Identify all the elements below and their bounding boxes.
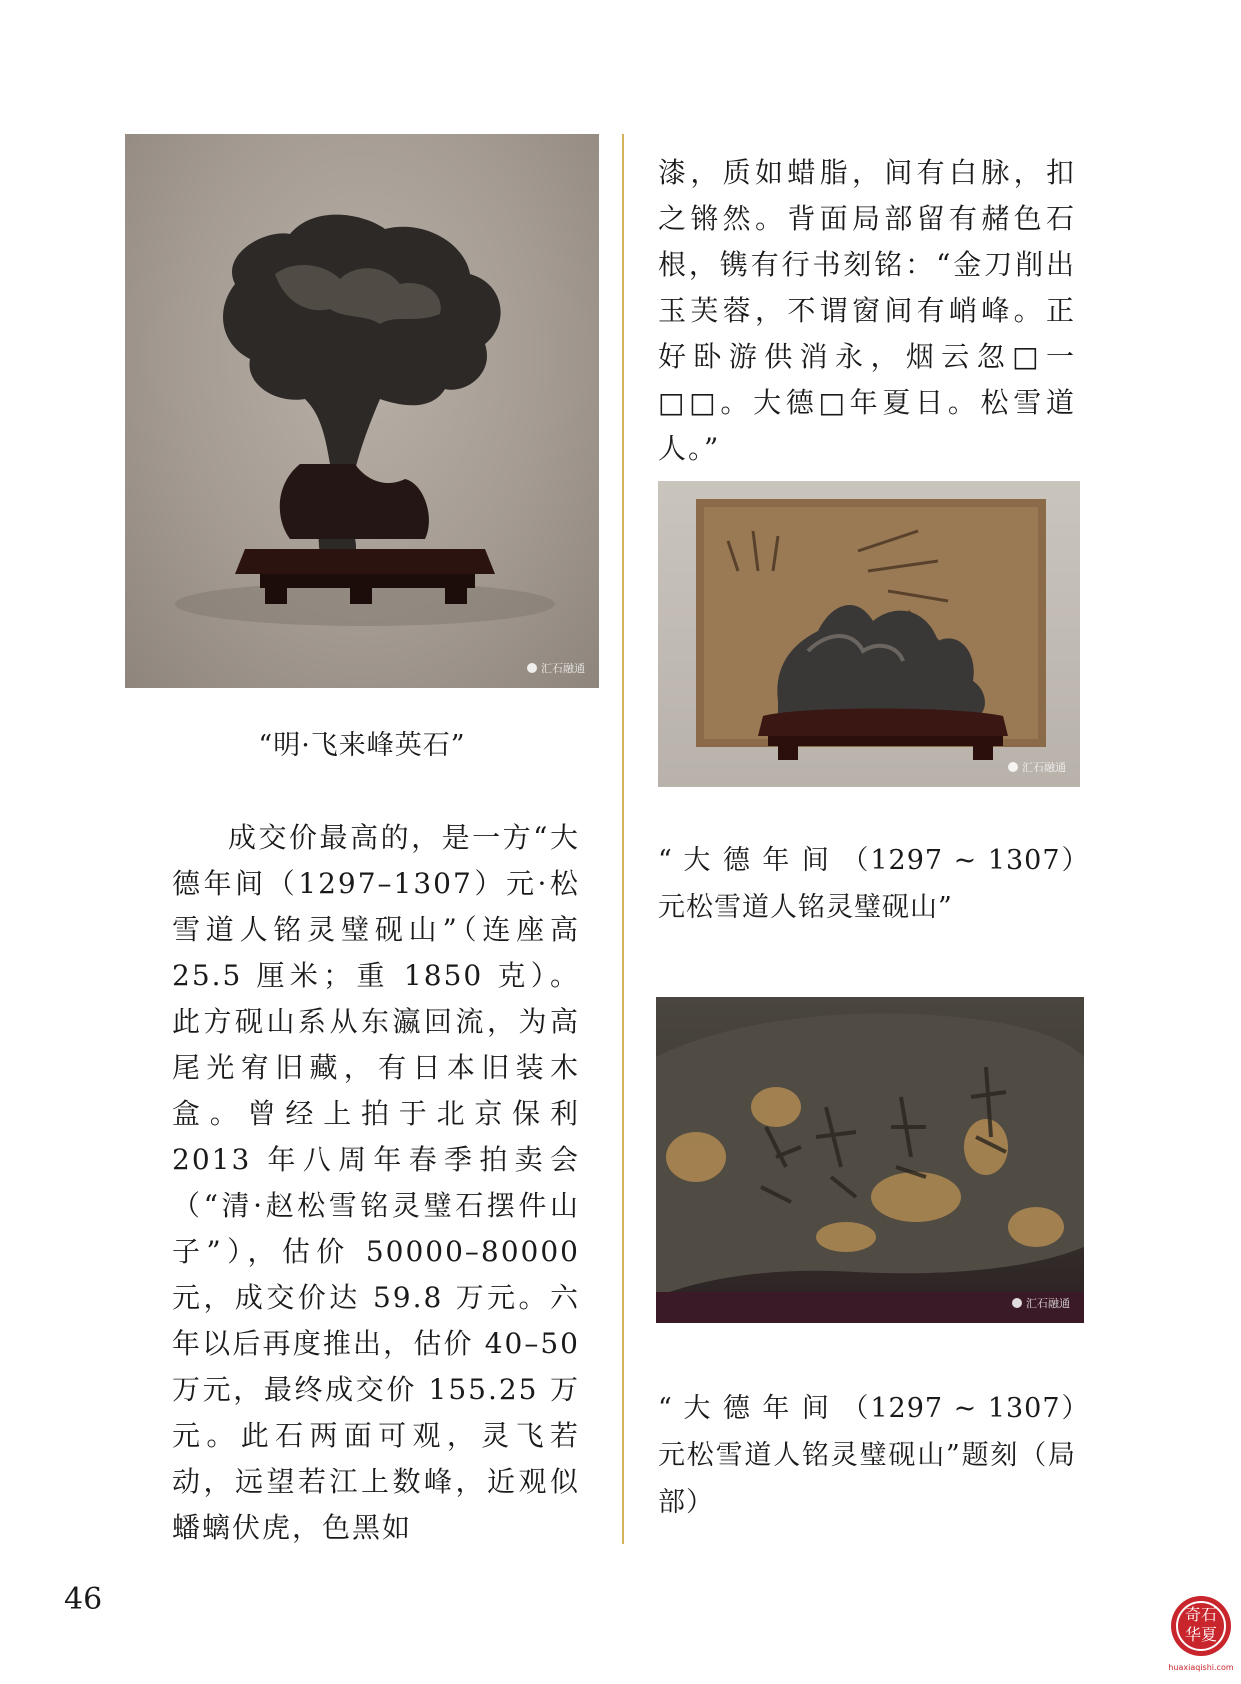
watermark (527, 660, 585, 676)
watermark (1008, 759, 1066, 775)
page-number: 46 (64, 1582, 103, 1617)
figure-inkstone-box-photo (658, 481, 1080, 787)
body-text-left: 成交价最高的，是一方“大德年间（1297–1307）元·松雪道人铭灵璧砚山”（连座高25.5 厘米；重 1850 克）。此方砚山系从东瀛回流，为高尾光宥旧藏，有日本旧装木盒。曾经上拍于北京保利 2013 年八周年春季拍卖会（“清·赵松雪铭灵璧石摆件山子”），估价 50000–80000 元，成交价达 59.8 万元。六年以后再度推出，估价 40–50 万元，最终成交价 155.25 万元。此石两面可观，灵飞若动，远望若江上数峰，近观似蟠螭伏虎，色黑如 (172, 821, 580, 1544)
figure-inscription-closeup-photo (656, 997, 1084, 1323)
column-divider (622, 134, 624, 1544)
wechat-icon (527, 663, 537, 673)
inscription-illustration (656, 997, 1084, 1323)
watermark (1012, 1295, 1070, 1311)
inkstone-box-illustration (658, 481, 1080, 787)
figure-caption-1: “明·飞来峰英石” (258, 730, 466, 761)
watermark-text: 汇石融通 (1022, 761, 1066, 774)
watermark-text: 汇石融通 (541, 662, 585, 675)
figure-caption-3: “ 大 德 年 间 （1297 ~ 1307）元松雪道人铭灵璧砚山”题刻（局部） (658, 1393, 1076, 1518)
body-text-right: 漆，质如蜡脂，间有白脉，扣之锵然。背面局部留有赭色石根，镌有行书刻铭：“金刀削出玉芙蓉，不谓窗间有峭峰。正好卧游供消永，烟云忽□一□□。大德□年夏日。松雪道人。” (658, 156, 1076, 465)
wechat-icon (1008, 762, 1018, 772)
wechat-icon (1012, 1298, 1022, 1308)
seal-logo-icon (1168, 1590, 1234, 1676)
rock-illustration (125, 134, 599, 688)
watermark-text: 汇石融通 (1026, 1297, 1070, 1310)
svg-text:华夏: 华夏 (1184, 1625, 1218, 1644)
figure-rock-photo (125, 134, 599, 688)
svg-text:huaxiaqishi.com: huaxiaqishi.com (1168, 1663, 1234, 1672)
svg-text:奇石: 奇石 (1184, 1605, 1218, 1624)
site-logo (1168, 1590, 1234, 1676)
figure-caption-2: “ 大 德 年 间 （1297 ~ 1307）元松雪道人铭灵璧砚山” (658, 845, 1076, 923)
